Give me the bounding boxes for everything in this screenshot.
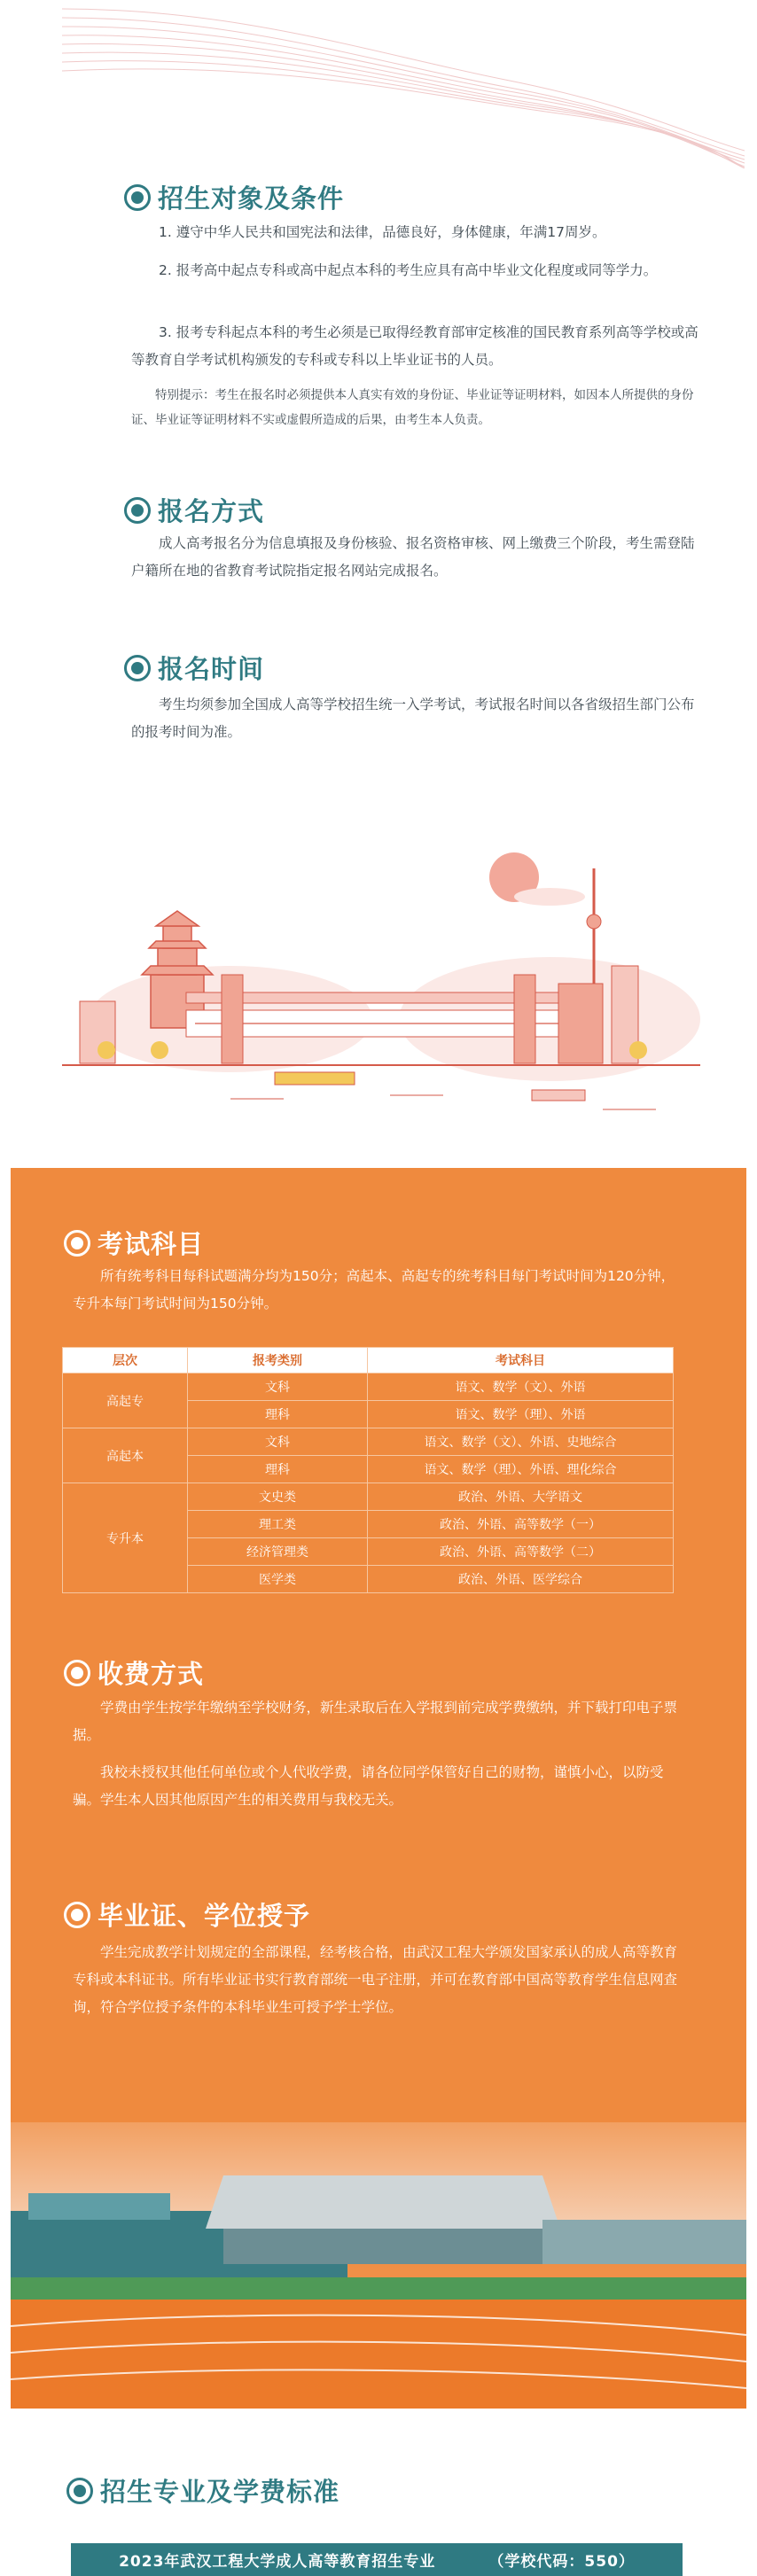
exam-subjects-table (62, 1347, 674, 1593)
section-title: 报名方式 (158, 496, 265, 526)
paragraph: 成人高考报名分为信息填报及身份核验、报名资格审核、网上缴费三个阶段，考生需登陆户籍所在地的省教育考试院指定报名网站完成报名。 (131, 535, 695, 579)
bullet-circle-icon (64, 1902, 90, 1928)
table-cell-level: 专升本 (63, 1483, 188, 1593)
table-cell: 政治、外语、医学综合 (368, 1566, 674, 1593)
bullet-circle-icon (64, 1230, 90, 1257)
table-cell: 文史类 (188, 1483, 368, 1511)
table-cell: 理科 (188, 1456, 368, 1483)
table-cell: 经济管理类 (188, 1538, 368, 1566)
table-cell-level: 高起本 (63, 1428, 188, 1483)
section-heading-registration (124, 492, 264, 528)
section-heading-registration-time (124, 650, 264, 686)
paragraph: 学生完成教学计划规定的全部课程，经考核合格，由武汉工程大学颁发国家承认的成人高等教育专科或本科证书。所有毕业证书实行教育部统一电子注册，并可在教育部中国高等教育学生信息网查询，符合学位授予条件的本科毕业生可授予学士学位。 (73, 1944, 678, 2015)
table-cell: 语文、数学（理）、外语 (368, 1401, 674, 1428)
school-code: （学校代码：550） (488, 2553, 635, 2571)
table-cell: 语文、数学（文）、外语 (368, 1374, 674, 1401)
special-note: 特别提示：考生在报名时必须提供本人真实有效的身份证、毕业证等证明材料，如因本人所提供的身份证、毕业证等证明材料不实或虚假所造成的后果，由考生本人负责。 (131, 388, 694, 427)
table-cell: 理工类 (188, 1511, 368, 1538)
banner-title: 2023年武汉工程大学成人高等教育招生专业 (119, 2553, 436, 2571)
table-cell: 文科 (188, 1374, 368, 1401)
section-heading-exam-subjects (64, 1225, 204, 1261)
table-header-cell: 层次 (63, 1348, 188, 1374)
table-cell: 政治、外语、高等数学（一） (368, 1511, 674, 1538)
bullet-circle-icon (66, 2478, 93, 2504)
bullet-circle-icon (124, 184, 151, 211)
section-heading-enrollment (124, 179, 344, 215)
bullet-circle-icon (124, 497, 151, 524)
paragraph: 学费由学生按学年缴纳至学校财务，新生录取后在入学报到前完成学费缴纳，并下载打印电子票据。 (73, 1700, 678, 1743)
table-cell: 政治、外语、大学语文 (368, 1483, 674, 1511)
majors-banner (71, 2543, 683, 2576)
table-row (63, 1483, 674, 1511)
table-header-cell: 报考类别 (188, 1348, 368, 1374)
paragraph: 3. 报考专科起点本科的考生必须是已取得经教育部审定核准的国民教育系列高等学校或高等教育自学考试机构颁发的专科或专科以上毕业证书的人员。 (131, 324, 698, 368)
section-heading-fees (64, 1654, 204, 1691)
paragraph: 2. 报考高中起点专科或高中起点本科的考生应具有高中毕业文化程度或同等学力。 (159, 262, 658, 278)
section-title: 报名时间 (158, 654, 265, 684)
table-cell: 语文、数学（文）、外语、史地综合 (368, 1428, 674, 1456)
stadium-illustration (11, 2122, 746, 2409)
bullet-circle-icon (64, 1660, 90, 1686)
paragraph: 1. 遵守中华人民共和国宪法和法律，品德良好，身体健康，年满17周岁。 (159, 224, 606, 240)
section-title: 毕业证、学位授予 (98, 1901, 311, 1931)
section-title: 招生对象及条件 (158, 183, 345, 214)
table-header-row (63, 1348, 674, 1374)
paragraph: 所有统考科目每科试题满分均为150分；高起本、高起专的统考科目每门考试时间为120分钟，专升本每门考试时间为150分钟。 (73, 1268, 675, 1311)
table-header-cell: 考试科目 (368, 1348, 674, 1374)
table-cell: 理科 (188, 1401, 368, 1428)
table-cell: 文科 (188, 1428, 368, 1456)
paragraph: 我校未授权其他任何单位或个人代收学费，请各位同学保管好自己的财物，谨慎小心，以防受骗。学生本人因其他原因产生的相关费用与我校无关。 (73, 1764, 664, 1808)
table-cell-level: 高起专 (63, 1374, 188, 1428)
paragraph: 考生均须参加全国成人高等学校招生统一入学考试，考试报名时间以各省级招生部门公布的报考时间为准。 (131, 697, 695, 740)
section-title: 收费方式 (98, 1659, 205, 1689)
table-cell: 医学类 (188, 1566, 368, 1593)
table-row (63, 1428, 674, 1456)
section-heading-majors (66, 2472, 339, 2509)
table-row (63, 1374, 674, 1401)
section-title: 招生专业及学费标准 (100, 2477, 340, 2507)
table-cell: 语文、数学（理）、外语、理化综合 (368, 1456, 674, 1483)
city-skyline-illustration (53, 833, 709, 1134)
decorative-wave-lines (62, 0, 745, 168)
section-heading-degree (64, 1896, 310, 1933)
bullet-circle-icon (124, 655, 151, 681)
table-cell: 政治、外语、高等数学（二） (368, 1538, 674, 1566)
section-title: 考试科目 (98, 1229, 205, 1259)
